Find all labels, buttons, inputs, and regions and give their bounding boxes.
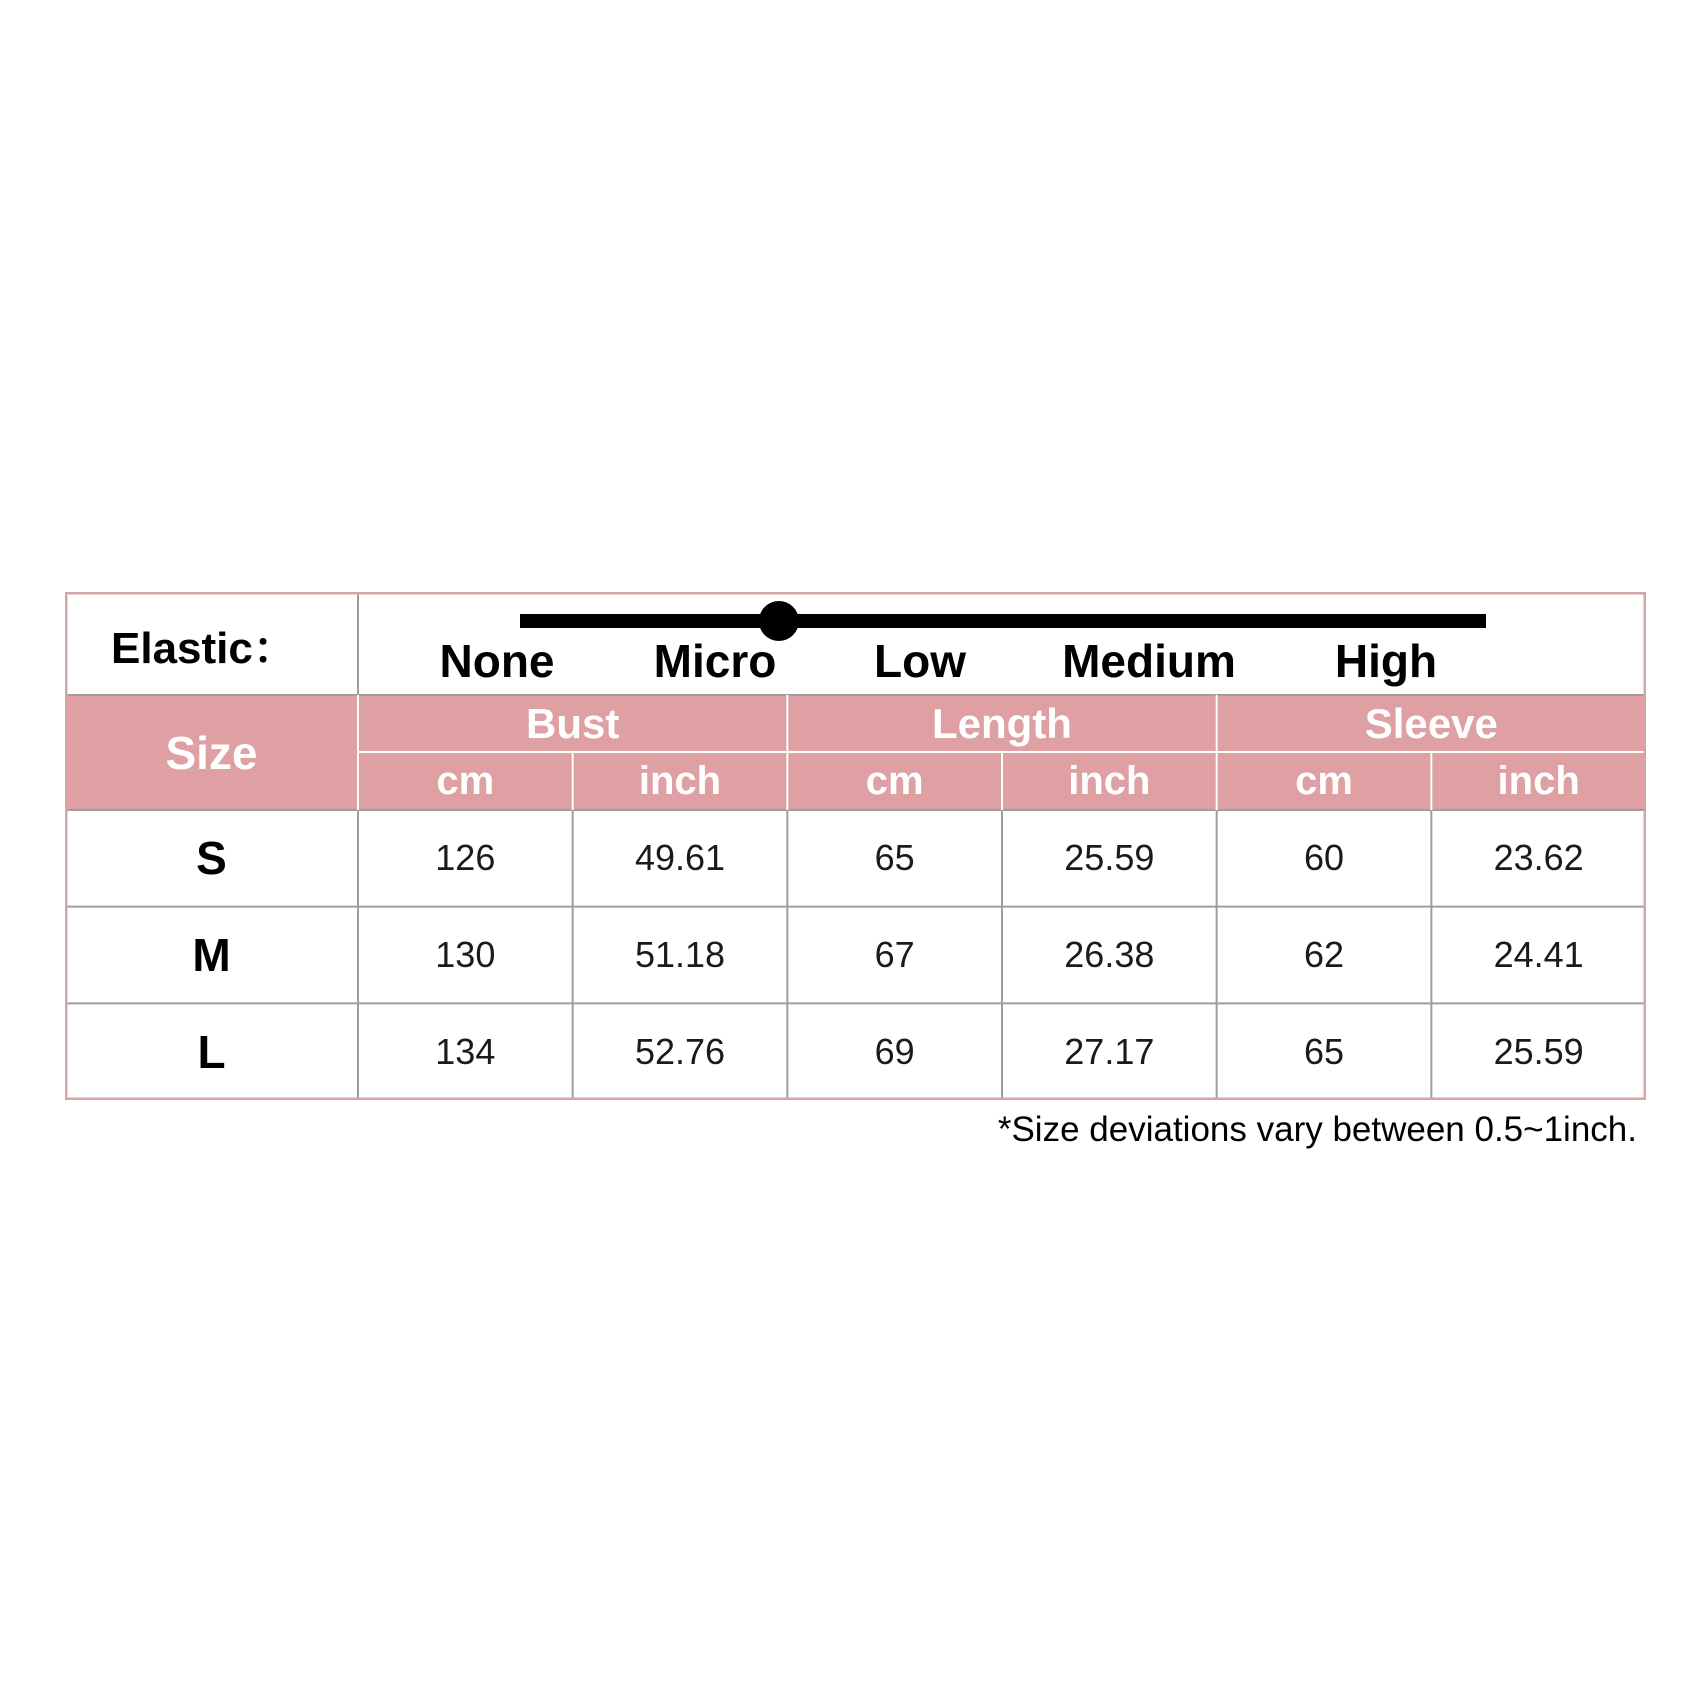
size-label-l: L: [197, 1025, 226, 1078]
elastic-label: Elastic：: [111, 623, 297, 673]
size-header: Size: [165, 726, 258, 779]
size-chart: [65, 592, 1646, 1100]
table-cell: 25.59: [1493, 1030, 1584, 1072]
unit-header-sleeve-cm: cm: [1295, 758, 1353, 803]
table-cell: 126: [435, 837, 496, 879]
elastic-level-high: High: [1334, 635, 1438, 687]
unit-header-bust-cm: cm: [436, 758, 495, 803]
table-cell: 130: [435, 933, 496, 975]
table-cell: 67: [874, 933, 915, 975]
table-cell: 25.59: [1064, 837, 1155, 879]
unit-header-length-inch: inch: [1068, 758, 1151, 803]
table-cell: 23.62: [1493, 837, 1584, 879]
table-cell: 62: [1303, 933, 1344, 975]
table-cell: 51.18: [634, 933, 726, 975]
table-cell: 65: [874, 837, 915, 879]
elastic-level-low: Low: [874, 635, 966, 687]
table-cell: 26.38: [1064, 933, 1155, 975]
size-label-s: S: [196, 832, 227, 885]
size-deviation-note: *Size deviations vary between 0.5~1inch.: [997, 1110, 1637, 1149]
table-cell: 69: [874, 1030, 915, 1072]
table-cell: 27.17: [1064, 1030, 1155, 1072]
group-header-sleeve: Sleeve: [1364, 699, 1498, 747]
table-cell: 134: [435, 1030, 496, 1072]
unit-header-sleeve-inch: inch: [1497, 758, 1580, 803]
elastic-level-medium: Medium: [1062, 635, 1236, 687]
unit-header-bust-inch: inch: [638, 758, 722, 803]
elastic-level-micro: Micro: [653, 635, 777, 687]
table-cell: 24.41: [1493, 933, 1584, 975]
table-cell: 65: [1303, 1030, 1344, 1072]
table-cell: 60: [1303, 837, 1344, 879]
elastic-level-none: None: [439, 635, 555, 687]
table-cell: 52.76: [634, 1030, 726, 1072]
unit-header-length-cm: cm: [865, 758, 924, 803]
group-header-length: Length: [932, 699, 1072, 747]
table-cell: 49.61: [634, 837, 726, 879]
group-header-bust: Bust: [525, 699, 620, 747]
size-label-m: M: [192, 928, 231, 981]
